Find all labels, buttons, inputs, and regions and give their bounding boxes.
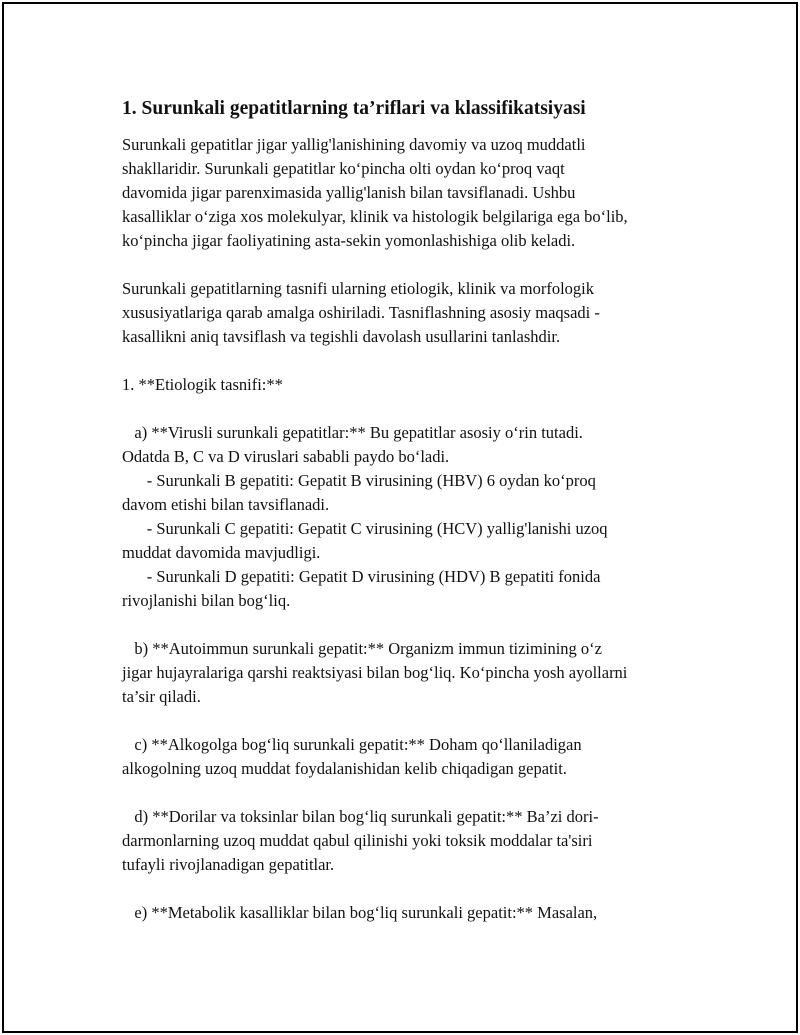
document-text (122, 133, 707, 925)
text-line: a) **Virusli surunkali gepatitlar:** Bu gepatitlar asosiy o‘rin tutadi. (122, 423, 583, 442)
text-line: ta’sir qiladi. (122, 687, 201, 706)
blank-line (122, 613, 707, 637)
text-line: muddat davomida mavjudligi. (122, 543, 321, 562)
blank-line (122, 877, 707, 901)
text-line: - Surunkali B gepatiti: Gepatit B virusining (HBV) 6 oydan ko‘proq (122, 471, 596, 490)
blank-line (122, 781, 707, 805)
text-line: rivojlanishi bilan bog‘liq. (122, 591, 291, 610)
text-line: d) **Dorilar va toksinlar bilan bog‘liq surunkali gepatit:** Ba’zi dori- (122, 807, 599, 826)
text-line: Odatda B, C va D viruslari sababli paydo bo‘ladi. (122, 447, 450, 466)
text-line: tufayli rivojlanadigan gepatitlar. (122, 855, 335, 874)
text-line: alkogolning uzoq muddat foydalanishidan kelib chiqadigan gepatit. (122, 759, 567, 778)
blank-line (122, 709, 707, 733)
text-line: jigar hujayralariga qarshi reaktsiyasi bilan bog‘liq. Ko‘pincha yosh ayollarni (122, 663, 628, 682)
text-line: Surunkali gepatitlar jigar yallig'lanishining davomiy va uzoq muddatli (122, 135, 586, 154)
text-line: 1. **Etiologik tasnifi:** (122, 375, 283, 394)
text-line: - Surunkali C gepatiti: Gepatit C virusining (HCV) yallig'lanishi uzoq (122, 519, 608, 538)
blank-line (122, 349, 707, 373)
page-frame (2, 2, 798, 1033)
blank-line (122, 397, 707, 421)
text-line: darmonlarning uzoq muddat qabul qilinishi yoki toksik moddalar ta'siri (122, 831, 593, 850)
text-line: xususiyatlariga qarab amalga oshiriladi. Tasniflashning asosiy maqsadi - (122, 303, 600, 322)
text-line: c) **Alkogolga bog‘liq surunkali gepatit:** Doham qo‘llaniladigan (122, 735, 582, 754)
text-line: shakllaridir. Surunkali gepatitlar ko‘pincha olti oydan ko‘proq vaqt (122, 159, 565, 178)
text-line: davom etishi bilan tavsiflanadi. (122, 495, 330, 514)
text-line: davomida jigar parenximasida yallig'lanish bilan tavsiflanadi. Ushbu (122, 183, 576, 202)
text-line: e) **Metabolik kasalliklar bilan bog‘liq surunkali gepatit:** Masalan, (122, 903, 598, 922)
text-line: - Surunkali D gepatiti: Gepatit D virusining (HDV) B gepatiti fonida (122, 567, 601, 586)
text-line: Surunkali gepatitlarning tasnifi ularning etiologik, klinik va morfologik (122, 279, 595, 298)
text-line: kasallikni aniq tavsiflash va tegishli davolash usullarini tanlashdir. (122, 327, 561, 346)
section-title: 1. Surunkali gepatitlarning ta’riflari va klassifikatsiyasi (122, 98, 586, 119)
document-body (122, 96, 707, 925)
text-line: ko‘pincha jigar faoliyatining asta-sekin yomonlashishiga olib keladi. (122, 231, 576, 250)
text-line: kasalliklar o‘ziga xos molekulyar, klinik va histologik belgilariga ega bo‘lib, (122, 207, 628, 226)
text-line: b) **Autoimmun surunkali gepatit:** Organizm immun tizimining o‘z (122, 639, 602, 658)
blank-line (122, 253, 707, 277)
